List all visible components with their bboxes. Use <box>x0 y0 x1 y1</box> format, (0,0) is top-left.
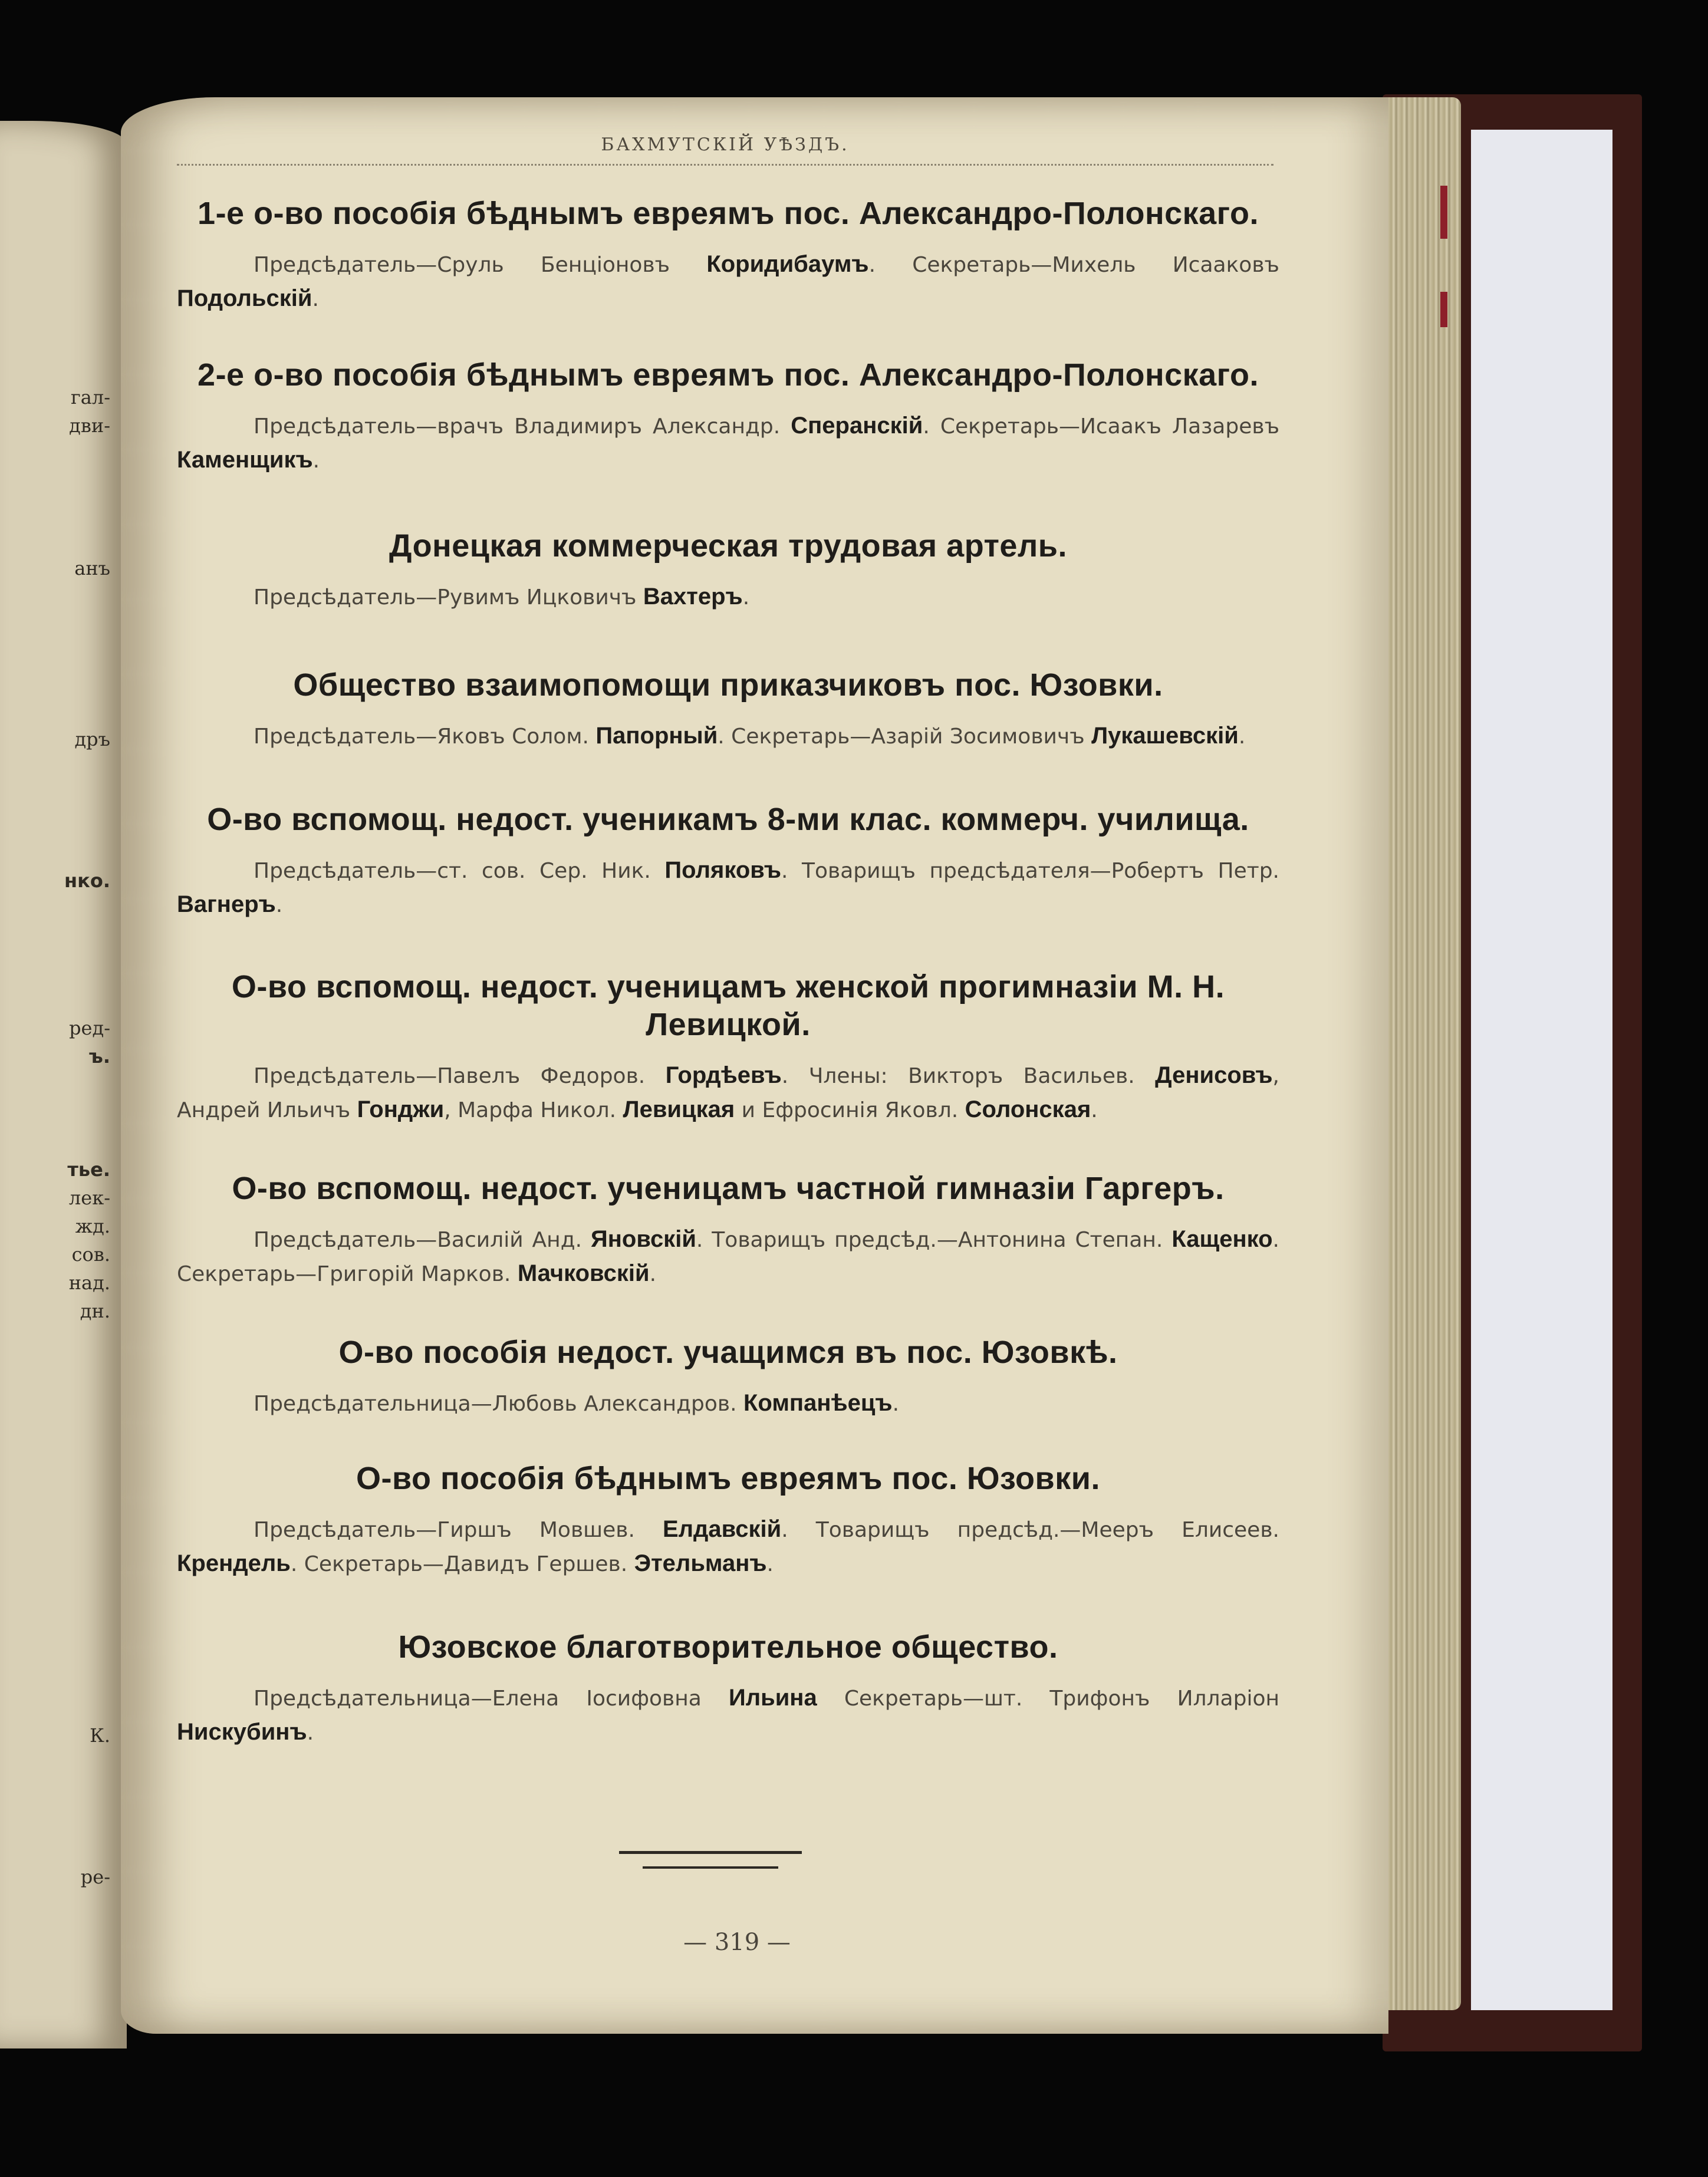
officer-text: . <box>742 585 750 610</box>
person-surname: Компанѣецъ <box>743 1390 893 1416</box>
officer-text: . Товарищъ предсѣд.—Антонина Степан. <box>696 1228 1172 1252</box>
person-surname: Левицкая <box>623 1096 735 1122</box>
officer-text: . <box>649 1262 657 1286</box>
officer-text: Предсѣдатель—Василій Анд. <box>254 1228 591 1252</box>
society-heading: О-во пособія бѣднымъ евреямъ пос. Юзовки. <box>356 1461 1100 1496</box>
society-entry <box>177 968 1279 1127</box>
left-page-fragment: дн. <box>80 1300 110 1322</box>
society-heading: О-во вспомощ. недост. ученицамъ женской прогимназіи М. Н. Левицкой. <box>231 969 1225 1042</box>
person-surname: Гордѣевъ <box>665 1062 782 1088</box>
officer-text: . Секретарь—Исаакъ Лазаревъ <box>923 414 1280 439</box>
officer-text: . <box>892 1392 900 1416</box>
person-surname: Гонджи <box>357 1096 445 1122</box>
left-page-fragment: дви- <box>69 414 110 437</box>
person-surname: Елдавскій <box>662 1516 782 1542</box>
person-surname: Кащенко <box>1171 1226 1273 1252</box>
society-entry <box>177 801 1279 922</box>
officer-text: . Секретарь—Михель Исааковъ <box>868 253 1279 277</box>
page-content <box>177 195 1279 1750</box>
person-surname: Вахтеръ <box>643 584 743 610</box>
society-officers <box>177 719 1279 753</box>
society-entry <box>177 1460 1279 1581</box>
society-officers <box>177 1681 1279 1750</box>
person-surname: Крендель <box>177 1550 291 1576</box>
left-page-fragment: ъ. <box>88 1045 110 1068</box>
society-heading: Донецкая коммерческая трудовая артель. <box>389 528 1067 564</box>
society-officers <box>177 1513 1279 1581</box>
society-entry <box>177 527 1279 614</box>
person-surname: Папорный <box>595 723 718 749</box>
society-entry <box>177 1333 1279 1421</box>
officer-text: . <box>1238 724 1246 749</box>
society-officers <box>177 1223 1279 1291</box>
officer-text: Предсѣдатель—врачъ Владимиръ Александр. <box>254 414 791 439</box>
left-page-fragment: над. <box>68 1272 110 1294</box>
left-page-fragment: ре- <box>80 1866 110 1888</box>
person-surname: Нискубинъ <box>177 1719 307 1745</box>
person-surname: Этельманъ <box>634 1550 767 1576</box>
society-entry <box>177 1628 1279 1750</box>
end-rule <box>643 1866 778 1869</box>
officer-text: , Андрей Ильичъ <box>177 1064 1279 1122</box>
society-heading: 1-е о-во пособія бѣднымъ евреямъ пос. Александро-Полонскаго. <box>198 196 1259 231</box>
person-surname: Поляковъ <box>664 857 782 883</box>
page-number: — 319 — <box>683 1929 791 1956</box>
society-entry <box>177 1170 1279 1291</box>
left-page-fragment: нко. <box>64 870 110 892</box>
officer-text: Предсѣдатель—Рувимъ Ицковичъ <box>254 585 643 610</box>
left-page-fragment: сов. <box>71 1243 110 1266</box>
officer-text: . <box>307 1721 314 1745</box>
society-officers <box>177 1386 1279 1421</box>
person-surname: Солонская <box>965 1096 1091 1122</box>
officer-text: . <box>1091 1098 1098 1122</box>
officer-text: . Секретарь—Давидъ Гершев. <box>290 1552 634 1576</box>
left-page-fragment: ред- <box>69 1017 110 1039</box>
society-heading: Юзовское благотворительное общество. <box>398 1629 1058 1665</box>
left-page-fragment: дръ <box>74 728 110 750</box>
running-head: БАХМУТСКІЙ УѢЗДЪ. <box>601 134 850 155</box>
officer-text: Предсѣдатель—Яковъ Солом. <box>254 724 596 749</box>
officer-text: . Товарищъ предсѣдателя—Робертъ Петр. <box>781 859 1279 883</box>
society-heading: Общество взаимопомощи приказчиковъ пос. Юзовки. <box>293 667 1163 703</box>
officer-text: . <box>312 449 320 473</box>
officer-text: . Секретарь—Григорій Марков. <box>177 1228 1279 1286</box>
society-officers <box>177 1059 1279 1127</box>
bookmark-tab <box>1440 292 1447 327</box>
officer-text: Предсѣдатель—Павелъ Федоров. <box>254 1064 666 1088</box>
society-heading: О-во вспомощ. недост. ученицамъ частной гимназіи Гаргеръ. <box>232 1171 1225 1206</box>
officer-text: Предсѣдательница—Елена Іосифовна <box>254 1687 729 1711</box>
society-entry <box>177 195 1279 316</box>
person-surname: Яновскій <box>591 1226 696 1252</box>
society-officers <box>177 580 1279 614</box>
officer-text: Предсѣдательница—Любовь Александров. <box>254 1392 744 1416</box>
left-page-fragment: гал- <box>71 386 110 409</box>
officer-text: . <box>312 287 319 311</box>
officer-text: Предсѣдатель—Сруль Бенціоновъ <box>254 253 707 277</box>
left-page-fragment: тье. <box>67 1158 110 1181</box>
header-rule <box>177 164 1273 166</box>
society-heading: О-во пособія недост. учащимся въ пос. Юзовкѣ. <box>338 1335 1118 1370</box>
left-page-fragment: жд. <box>75 1215 110 1237</box>
society-heading: О-во вспомощ. недост. ученикамъ 8-ми клас. коммерч. училища. <box>207 802 1249 837</box>
person-surname: Коридибаумъ <box>706 251 869 277</box>
background-card <box>1471 130 1612 2010</box>
society-officers <box>177 248 1279 316</box>
bookmark-tab <box>1440 186 1447 239</box>
officer-text: , Марфа Никол. <box>444 1098 623 1122</box>
person-surname: Подольскій <box>177 285 312 311</box>
person-surname: Лукашевскій <box>1091 723 1239 749</box>
person-surname: Каменщикъ <box>177 447 313 473</box>
person-surname: Мачковскій <box>517 1260 650 1286</box>
society-entry <box>177 356 1279 477</box>
officer-text: . <box>275 893 283 917</box>
society-officers <box>177 409 1279 477</box>
officer-text: . <box>766 1552 774 1576</box>
officer-text: . Члены: Викторъ Васильев. <box>781 1064 1156 1088</box>
left-page-fragment: анъ <box>74 557 110 579</box>
person-surname: Ильина <box>728 1685 817 1711</box>
left-page-fragment: К. <box>90 1724 110 1747</box>
officer-text: . Секретарь—Азарій Зосимовичъ <box>718 724 1092 749</box>
end-rule <box>619 1851 802 1854</box>
society-heading: 2-е о-во пособія бѣднымъ евреямъ пос. Александро-Полонскаго. <box>198 357 1259 393</box>
left-page <box>0 121 127 2048</box>
officer-text: Предсѣдатель—Гиршъ Мовшев. <box>254 1518 663 1542</box>
person-surname: Сперанскій <box>791 413 923 439</box>
officer-text: Предсѣдатель—ст. сов. Сер. Ник. <box>254 859 665 883</box>
society-officers <box>177 854 1279 922</box>
left-page-fragment: лек- <box>68 1187 110 1209</box>
person-surname: Денисовъ <box>1155 1062 1273 1088</box>
officer-text: . Товарищъ предсѣд.—Мееръ Елисеев. <box>781 1518 1279 1542</box>
society-entry <box>177 666 1279 753</box>
person-surname: Вагнеръ <box>177 891 276 917</box>
officer-text: Секретарь—шт. Трифонъ Илларіон <box>817 1687 1280 1711</box>
officer-text: и Ефросинія Яковл. <box>735 1098 965 1122</box>
